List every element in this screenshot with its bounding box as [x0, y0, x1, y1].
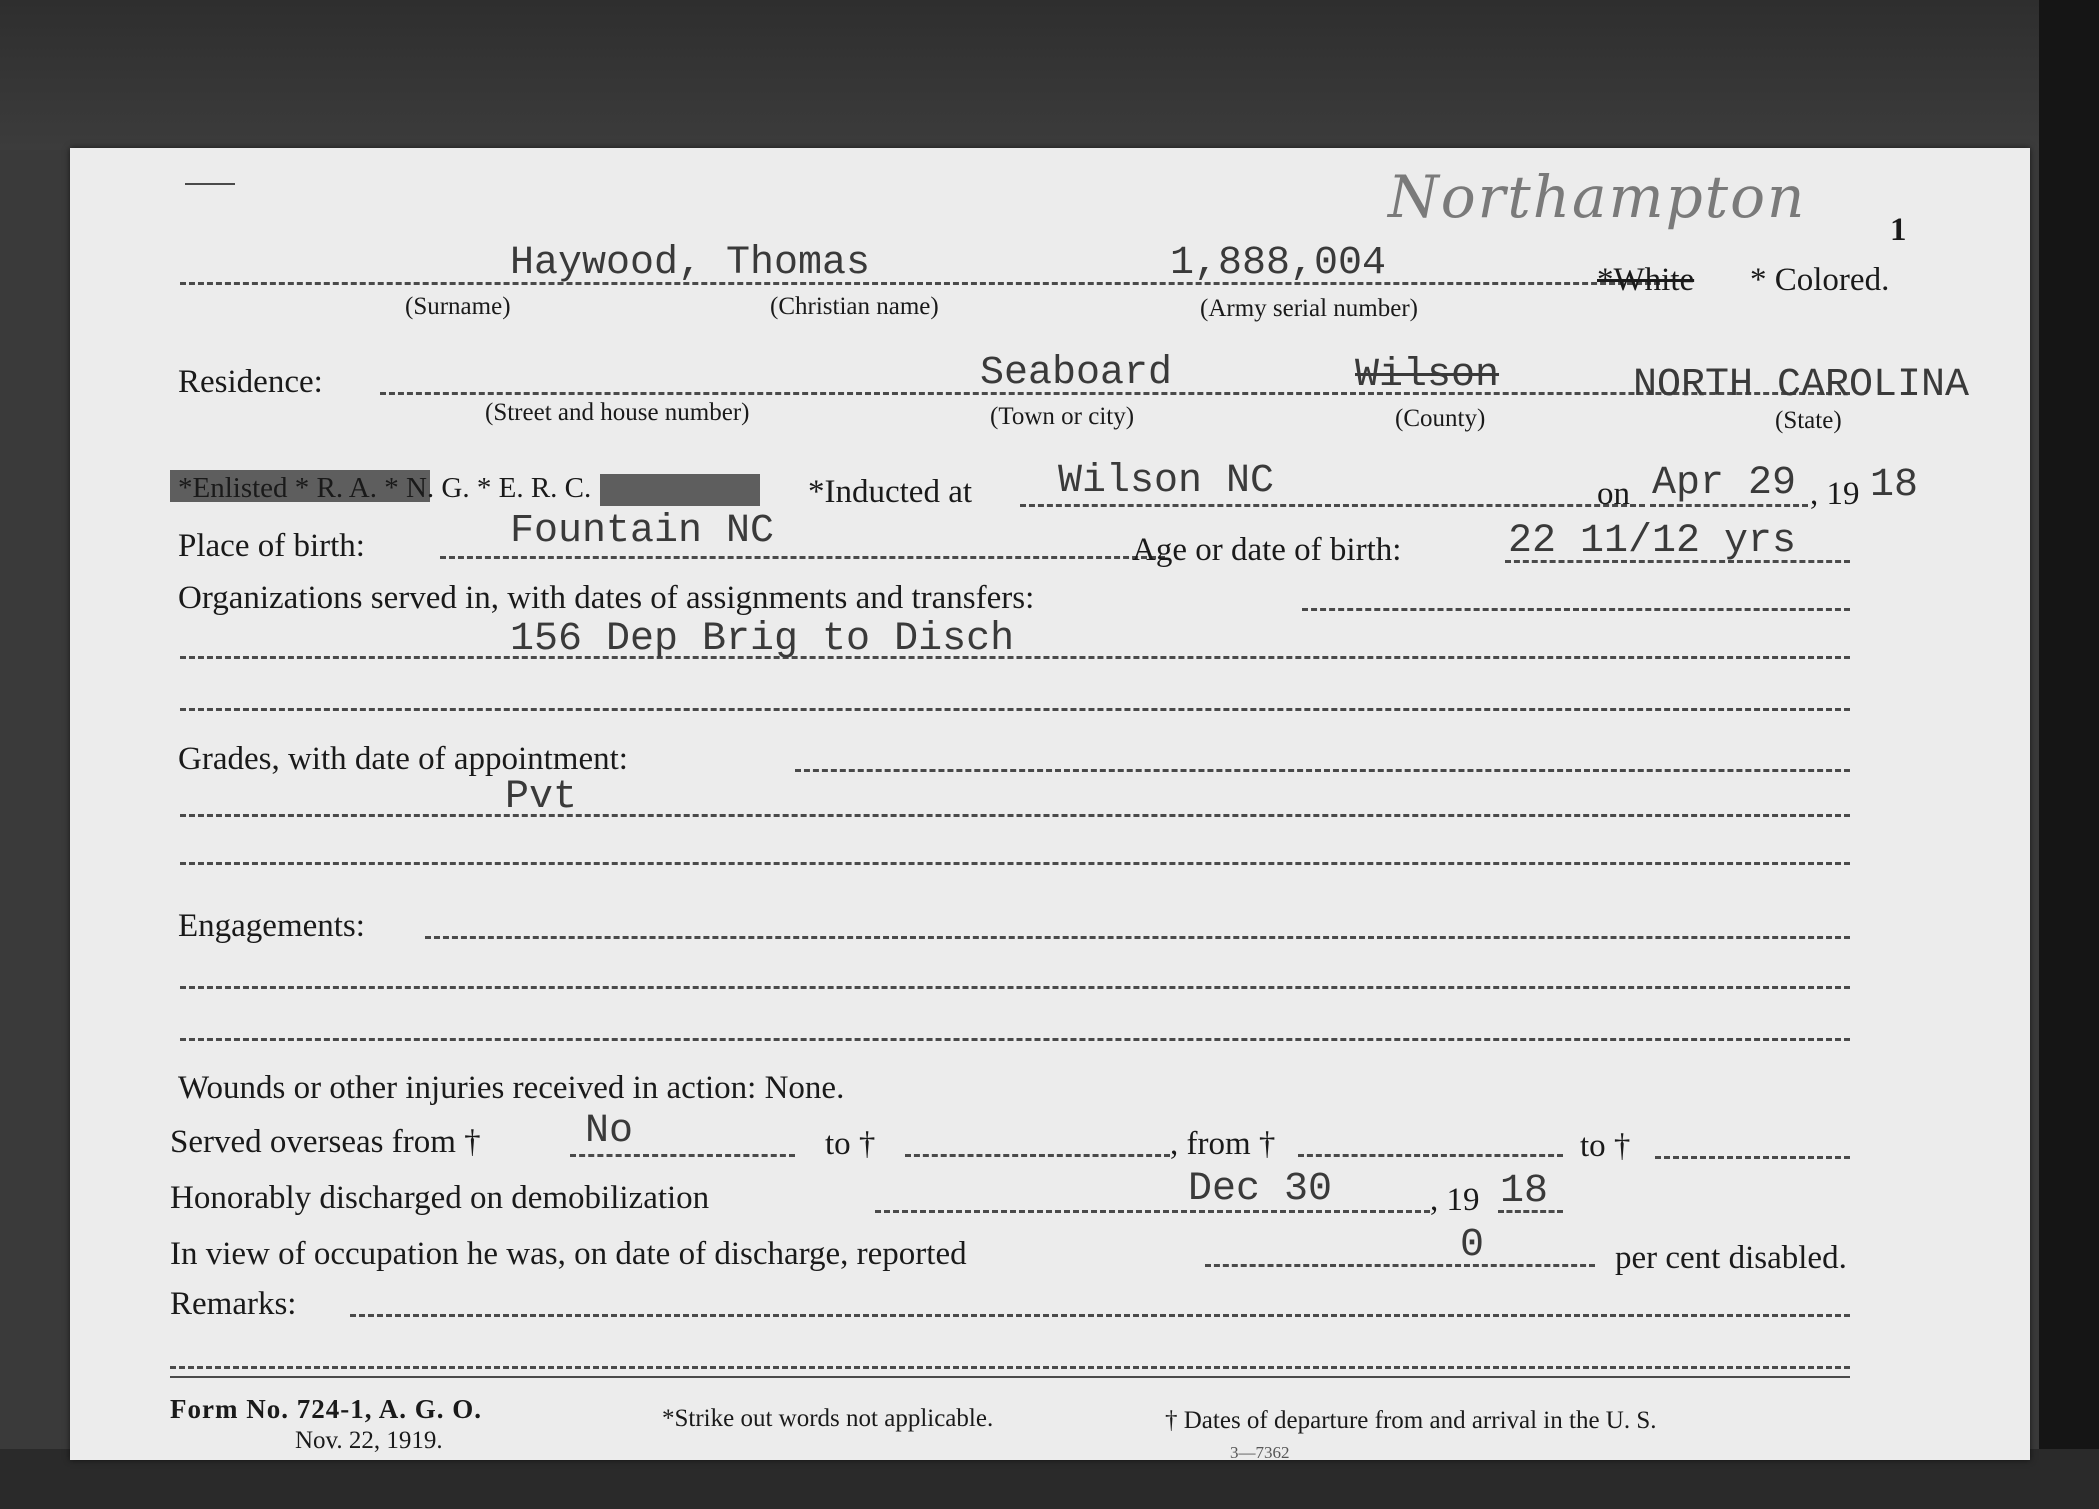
age-label: Age or date of birth:: [1132, 532, 1402, 568]
organizations-value: 156 Dep Brig to Disch: [510, 617, 1015, 662]
background-right: [2039, 0, 2099, 1509]
birth-place-value: Fountain NC: [510, 509, 775, 554]
disabled-line: [1205, 1264, 1595, 1267]
overseas-value: No: [585, 1109, 634, 1154]
disabled-value: 0: [1460, 1223, 1485, 1268]
remarks-line-1: [350, 1314, 1850, 1317]
overseas-label: Served overseas from †: [170, 1124, 481, 1160]
overseas-to-label: to †: [825, 1126, 876, 1162]
organizations-line-1: [1302, 608, 1850, 611]
overseas-from-line: [570, 1154, 795, 1157]
discharge-label: Honorably discharged on demobilization: [170, 1180, 710, 1216]
age-value: 22 11/12 yrs: [1508, 519, 1797, 564]
bottom-rule: [170, 1376, 1850, 1378]
background-top: [0, 0, 2099, 150]
footnote-dates: † Dates of departure from and arrival in the U. S.: [1165, 1407, 1657, 1434]
grades-line-2: [180, 814, 1850, 817]
inducted-year-value: 18: [1870, 463, 1919, 508]
discharge-line: [875, 1210, 1430, 1213]
name-value: Haywood, Thomas: [510, 241, 871, 286]
wounds-label: Wounds or other injuries received in action: None.: [178, 1070, 845, 1106]
label-army-serial: (Army serial number): [1200, 295, 1418, 322]
discharge-date-value: Dec 30: [1188, 1167, 1333, 1212]
overseas-to-line-2: [1655, 1156, 1850, 1159]
discharge-year-value: 18: [1500, 1169, 1549, 1214]
inducted-place-value: Wilson NC: [1058, 459, 1275, 504]
label-town: (Town or city): [990, 403, 1135, 430]
organizations-label: Organizations served in, with dates of assignments and transfers:: [178, 580, 1035, 616]
label-surname: (Surname): [405, 293, 511, 320]
name-line: [180, 282, 1660, 285]
label-state: (State): [1775, 407, 1842, 434]
grades-label: Grades, with date of appointment:: [178, 741, 628, 777]
organizations-line-3: [180, 708, 1850, 711]
card-number: 1: [1890, 212, 1907, 248]
disabled-label: per cent disabled.: [1615, 1240, 1847, 1276]
county-value: Wilson: [1355, 353, 1500, 398]
inducted-year-prefix: , 19: [1810, 476, 1860, 512]
form-date: Nov. 22, 1919.: [295, 1427, 443, 1454]
engagements-line-1: [425, 936, 1850, 939]
overseas-to-line: [905, 1154, 1170, 1157]
birth-place-line: [440, 556, 1165, 559]
remarks-line-2: [170, 1366, 1850, 1369]
grades-line-1: [795, 769, 1850, 772]
remarks-label: Remarks:: [170, 1286, 297, 1322]
label-street: (Street and house number): [485, 399, 750, 426]
race-white-label: *White: [1597, 262, 1695, 298]
birth-place-label: Place of birth:: [178, 528, 365, 564]
occupation-label: In view of occupation he was, on date of discharge, reported: [170, 1236, 967, 1272]
inducted-label: *Inducted at: [808, 474, 973, 510]
label-christian-name: (Christian name): [770, 293, 939, 320]
county-handwritten-note: Northampton: [1388, 163, 1807, 231]
overseas-from-label: , from †: [1170, 1126, 1276, 1162]
organizations-line-2: [180, 656, 1850, 659]
top-left-rule: [185, 183, 235, 185]
discharge-year-prefix: , 19: [1430, 1182, 1480, 1218]
print-code: 3—7362: [1230, 1443, 1290, 1462]
residence-label: Residence:: [178, 364, 323, 400]
footnote-strike: *Strike out words not applicable.: [662, 1405, 994, 1432]
overseas-to-label-2: to †: [1580, 1128, 1631, 1164]
town-value: Seaboard: [980, 351, 1173, 396]
serial-number-value: 1,888,004: [1170, 241, 1387, 286]
overseas-from-line-2: [1298, 1154, 1563, 1157]
inducted-date-value: Apr 29: [1652, 461, 1797, 506]
redaction-mark: [600, 474, 760, 506]
engagements-line-2: [180, 986, 1850, 989]
grades-line-3: [180, 862, 1850, 865]
inducted-line: [1020, 504, 1645, 507]
service-record-card: [70, 148, 2030, 1460]
engagements-line-3: [180, 1038, 1850, 1041]
enlisted-options: *Enlisted * R. A. * N. G. * E. R. C.: [178, 472, 592, 504]
label-county: (County): [1395, 405, 1486, 432]
form-number: Form No. 724-1, A. G. O.: [170, 1394, 482, 1424]
grade-value: Pvt: [505, 775, 578, 820]
engagements-label: Engagements:: [178, 908, 365, 944]
on-label: on: [1597, 476, 1630, 512]
race-colored-label: * Colored.: [1750, 262, 1890, 298]
state-value: NORTH CAROLINA: [1633, 363, 1970, 408]
